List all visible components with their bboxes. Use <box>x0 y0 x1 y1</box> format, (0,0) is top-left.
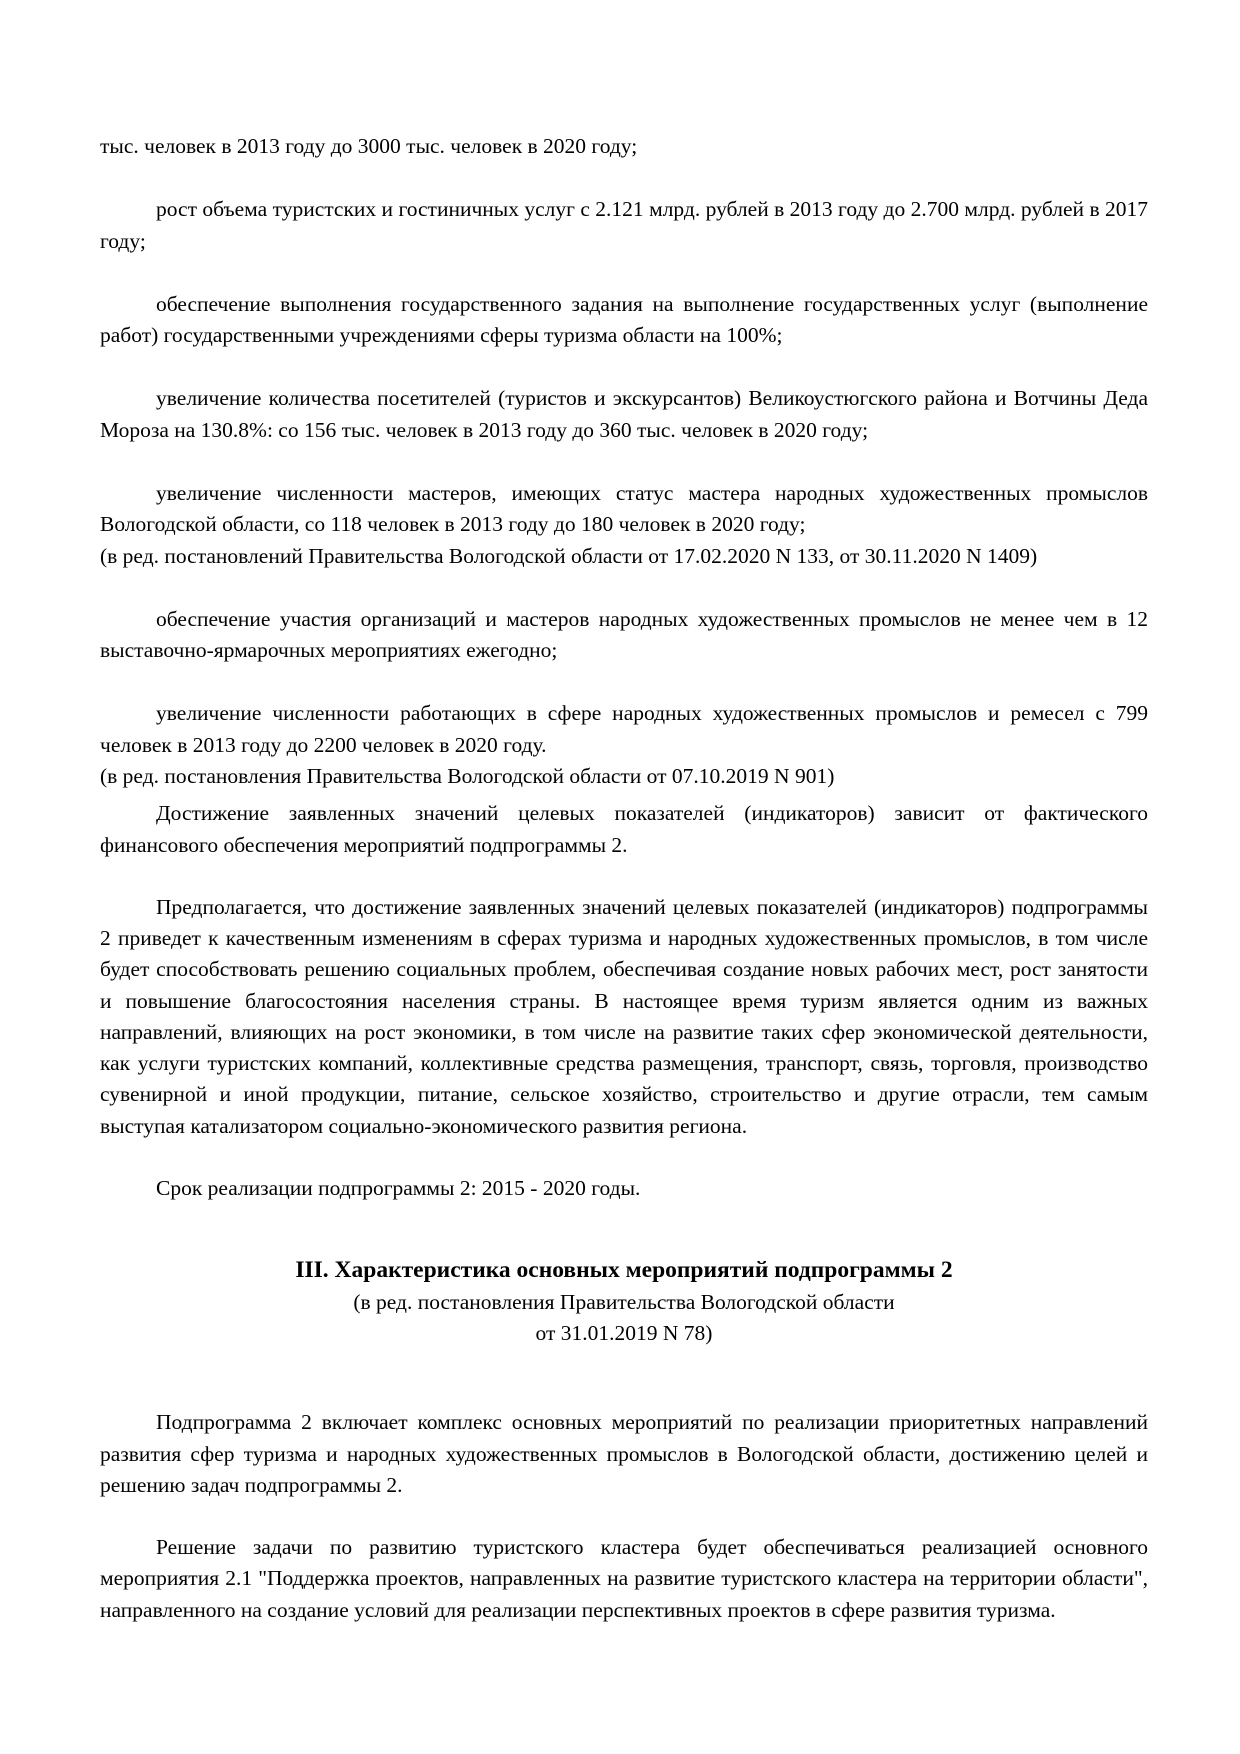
heading-amendment-line-1: (в ред. постановления Правительства Вологодской области <box>353 1290 895 1315</box>
paragraph-visitors: увеличение количества посетителей (туристов и экскурсантов) Великоустюгского района и Вотчины Деда Мороза на 130.8%: со 156 тыс. человек в 2013 году до 360 тыс. человек в 2020 году; <box>100 386 1148 442</box>
section-heading-iii: III. Характеристика основных мероприятий подпрограммы 2 <box>295 1257 953 1284</box>
paragraph-spacer <box>100 1142 1148 1173</box>
heading-spacer <box>100 1348 1148 1376</box>
amendment-note-employment: (в ред. постановления Правительства Вологодской области от 07.10.2019 N 901) <box>100 763 835 788</box>
paragraph-spacer <box>100 162 1148 194</box>
heading-amendment-line-2: от 31.01.2019 N 78) <box>535 1320 713 1345</box>
paragraph-masters: увеличение численности мастеров, имеющих статус мастера народных художественных промыслов Вологодской области, со 118 человек в 2013 году до 180 человек в 2020 году; <box>100 480 1148 537</box>
paragraph-services-growth: рост объема туристских и гостиничных услуг с 2.121 млрд. рублей в 2013 году до 2.700 млрд. рублей в 2017 году; <box>100 197 1148 253</box>
paragraph-employment: увеличение численности работающих в сфере народных художественных промыслов и ремесел с 799 человек в 2013 году до 2200 человек в 2020 году. <box>100 701 1148 757</box>
paragraph-state-task: обеспечение выполнения государственного задания на выполнение государственных услуг (выполнение работ) государственными учреждениями сферы туризма области на 100%; <box>100 291 1148 348</box>
paragraph-achievement: Достижение заявленных значений целевых показателей (индикаторов) зависит от фактического финансового обеспечения мероприятий подпрограммы 2. <box>100 801 1148 857</box>
paragraph-cluster-task: Решение задачи по развитию туристского кластера будет обеспечиваться реализацией основного мероприятия 2.1 "Поддержка проектов, направленных на развитие туристского кластера на территории области", направленного на создание условий для реализации перспективных проектов в сфере развития туризма. <box>100 1535 1148 1622</box>
paragraph-spacer <box>100 572 1148 604</box>
paragraph-spacer <box>100 1376 1148 1407</box>
paragraph-spacer <box>100 446 1148 478</box>
paragraph-exhibitions: обеспечение участия организаций и мастеров народных художественных промыслов не менее чем в 12 выставочно-ярмарочных мероприятиях ежегодно; <box>100 606 1148 663</box>
paragraph-spacer <box>100 257 1148 289</box>
amendment-note-masters: (в ред. постановлений Правительства Вологодской области от 17.02.2020 N 133, от 30.11.2020 N 1409) <box>100 543 1038 568</box>
paragraph-spacer <box>100 351 1148 383</box>
heading-spacer <box>100 1204 1148 1254</box>
paragraph-spacer <box>100 666 1148 698</box>
paragraph-term: Срок реализации подпрограммы 2: 2015 - 2020 годы. <box>156 1176 641 1201</box>
paragraph-spacer <box>100 861 1148 892</box>
paragraph-subprogram-includes: Подпрограмма 2 включает комплекс основных мероприятий по реализации приоритетных направлений развития сфер туризма и народных художественных промыслов в Вологодской области, достижению целей и решению задач подпрограммы 2. <box>100 1410 1148 1497</box>
document-body <box>100 131 1148 1626</box>
paragraph-expected-results: Предполагается, что достижение заявленных значений целевых показателей (индикаторов) подпрограммы 2 приведет к качественным изменениям в сферах туризма и народных художественных промыслов, в том числе будет способствовать решению социальных проблем, обеспечивая создание новых рабочих мест, рост занятости и повышение благосостояния населения страны. В настоящее время туризм является одним из важных направлений, влияющих на рост экономики, в том числе на развитие таких сфер экономической деятельности, как услуги туристских компаний, коллективные средства размещения, транспорт, связь, торговля, производство сувенирной и иной продукции, питание, сельское хозяйство, строительство и другие отрасли, тем самым выступая катализатором социально-экономического развития региона. <box>100 894 1148 1138</box>
paragraph-continuation: тыс. человек в 2013 году до 3000 тыс. человек в 2020 году; <box>100 134 638 158</box>
paragraph-spacer <box>100 1501 1148 1532</box>
